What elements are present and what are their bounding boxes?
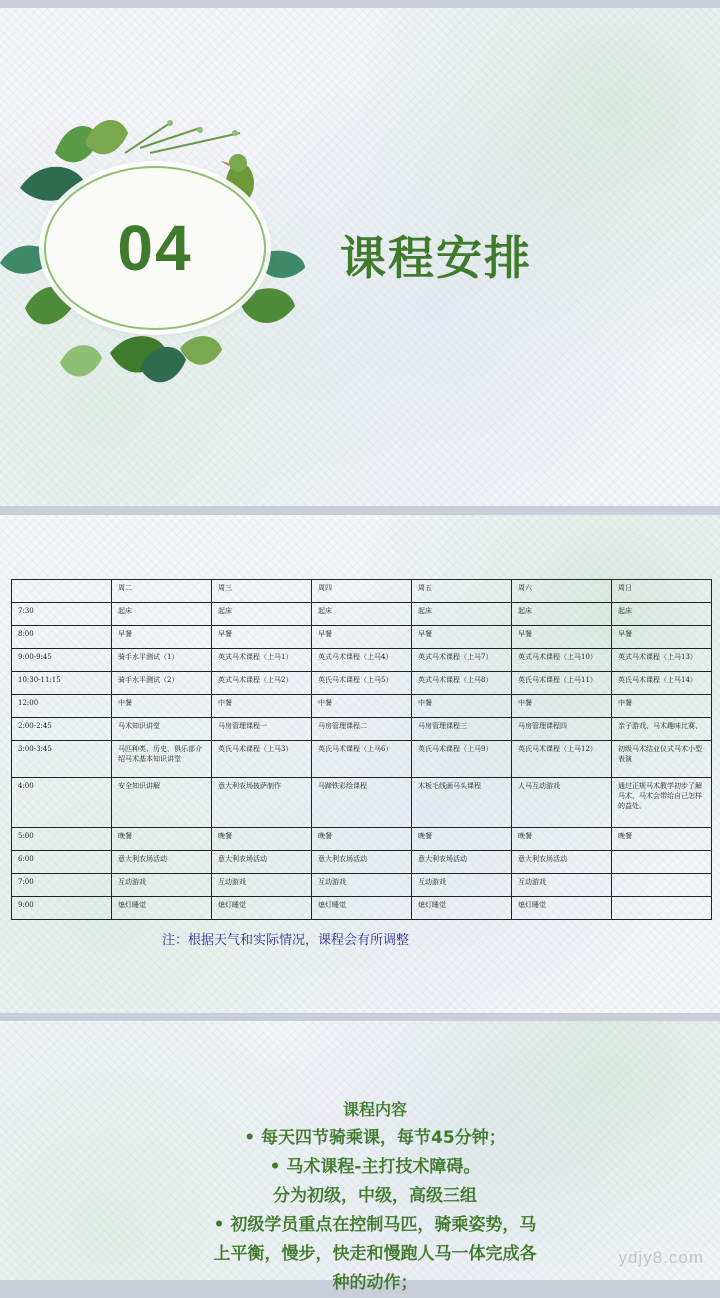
table-cell: 马术知识讲堂 bbox=[112, 718, 212, 741]
table-header-row bbox=[12, 580, 712, 603]
time-cell: 7:30 bbox=[12, 603, 112, 626]
table-row bbox=[12, 626, 712, 649]
time-cell: 2:00-2:45 bbox=[12, 718, 112, 741]
table-cell: 晚餐 bbox=[312, 828, 412, 851]
table-cell: 英式马术课程（上马10） bbox=[512, 649, 612, 672]
table-cell: 中餐 bbox=[312, 695, 412, 718]
table-cell: 周六 bbox=[512, 580, 612, 603]
table-cell: 起床 bbox=[212, 603, 312, 626]
table-cell: 英氏马术课程（上马6） bbox=[312, 741, 412, 778]
table-cell: 通过正规马术教学初步了解马术，马术会带给自己怎样的益处。 bbox=[612, 778, 712, 828]
table-cell: 起床 bbox=[112, 603, 212, 626]
table-cell: 周四 bbox=[312, 580, 412, 603]
table-cell: 马房管理课程一 bbox=[212, 718, 312, 741]
table-cell: 晚餐 bbox=[512, 828, 612, 851]
table-cell bbox=[612, 874, 712, 897]
time-cell bbox=[12, 580, 112, 603]
table-cell: 早餐 bbox=[112, 626, 212, 649]
time-cell: 5:00 bbox=[12, 828, 112, 851]
time-cell: 9:00-9:45 bbox=[12, 649, 112, 672]
time-cell: 4:00 bbox=[12, 778, 112, 828]
table-cell: 英式马术课程（上马4） bbox=[312, 649, 412, 672]
table-cell: 马房管理课程二 bbox=[312, 718, 412, 741]
table-cell: 中餐 bbox=[212, 695, 312, 718]
table-cell: 熄灯睡觉 bbox=[412, 897, 512, 920]
table-cell: 熄灯睡觉 bbox=[312, 897, 412, 920]
time-cell: 10:30-11:15 bbox=[12, 672, 112, 695]
table-cell: 起床 bbox=[412, 603, 512, 626]
table-cell: 互动游戏 bbox=[512, 874, 612, 897]
time-cell: 7:00 bbox=[12, 874, 112, 897]
table-cell: 周日 bbox=[612, 580, 712, 603]
table-cell: 意大利农场披萨制作 bbox=[212, 778, 312, 828]
table-cell: 晚餐 bbox=[412, 828, 512, 851]
table-cell: 英式马术课程（上马1） bbox=[212, 649, 312, 672]
time-cell: 6:00 bbox=[12, 851, 112, 874]
section-number: 04 bbox=[117, 212, 193, 284]
content-line: 种的动作； bbox=[332, 1273, 418, 1293]
section-number-badge bbox=[44, 166, 266, 330]
slide-section-title bbox=[0, 8, 720, 506]
table-cell: 英式马术课程（上马8） bbox=[412, 672, 512, 695]
table-cell: 英氏马术课程（上马9） bbox=[412, 741, 512, 778]
table-cell: 中餐 bbox=[512, 695, 612, 718]
table-cell: 英式马术课程（上马7） bbox=[412, 649, 512, 672]
table-cell bbox=[612, 851, 712, 874]
content-line: 分为初级，中级，高级三组 bbox=[273, 1186, 477, 1206]
table-cell: 亲子游戏、马术趣味比赛、 bbox=[612, 718, 712, 741]
table-cell: 英氏马术课程（上马11） bbox=[512, 672, 612, 695]
watermark: ydjy8.com bbox=[618, 1248, 704, 1267]
table-row bbox=[12, 672, 712, 695]
table-cell: 意大利农场活动 bbox=[412, 851, 512, 874]
table-cell: 英式马术课程（上马13） bbox=[612, 649, 712, 672]
table-cell: 英氏马术课程（上马12） bbox=[512, 741, 612, 778]
table-cell: 互动游戏 bbox=[412, 874, 512, 897]
table-cell: 安全知识讲解 bbox=[112, 778, 212, 828]
table-cell: 晚餐 bbox=[112, 828, 212, 851]
content-line: 上平衡，慢步，快走和慢跑人马一体完成各 bbox=[213, 1244, 537, 1264]
table-cell: 周五 bbox=[412, 580, 512, 603]
table-cell: 意大利农场活动 bbox=[512, 851, 612, 874]
slide-course-content bbox=[0, 1021, 720, 1293]
time-cell: 8:00 bbox=[12, 626, 112, 649]
table-cell: 早餐 bbox=[312, 626, 412, 649]
table-cell: 木板毛线画马头课程 bbox=[412, 778, 512, 828]
table-row bbox=[12, 828, 712, 851]
table-row bbox=[12, 603, 712, 626]
table-row bbox=[12, 851, 712, 874]
table-cell: 意大利农场活动 bbox=[312, 851, 412, 874]
table-cell: 晚餐 bbox=[612, 828, 712, 851]
table-cell: 起床 bbox=[512, 603, 612, 626]
content-line: • 马术课程-主打技术障碍。 bbox=[269, 1157, 481, 1177]
table-row bbox=[12, 778, 712, 828]
table-row bbox=[12, 741, 712, 778]
content-line: • 每天四节骑乘课，每节45分钟； bbox=[244, 1128, 506, 1148]
time-cell: 9:00 bbox=[12, 897, 112, 920]
table-cell: 互动游戏 bbox=[212, 874, 312, 897]
table-cell: 马匹种类、历史、俱乐部介绍马术基本知识讲堂 bbox=[112, 741, 212, 778]
table-cell: 中餐 bbox=[112, 695, 212, 718]
table-cell: 英氏马术课程（上马14） bbox=[612, 672, 712, 695]
table-cell: 早餐 bbox=[212, 626, 312, 649]
time-cell: 12:00 bbox=[12, 695, 112, 718]
course-content bbox=[190, 1095, 560, 1298]
table-cell: 起床 bbox=[312, 603, 412, 626]
table-cell: 晚餐 bbox=[212, 828, 312, 851]
table-cell: 英氏马术课程（上马3） bbox=[212, 741, 312, 778]
table-cell: 意大利农场活动 bbox=[112, 851, 212, 874]
content-line: • 初级学员重点在控制马匹，骑乘姿势，马 bbox=[213, 1215, 537, 1235]
table-row bbox=[12, 649, 712, 672]
table-cell: 骑手水平测试（1） bbox=[112, 649, 212, 672]
schedule-table bbox=[11, 579, 712, 920]
table-cell: 英式马术课程（上马2） bbox=[212, 672, 312, 695]
table-cell: 马房管理课程三 bbox=[412, 718, 512, 741]
table-cell: 初级马术结业仪式马术小型表演 bbox=[612, 741, 712, 778]
table-cell bbox=[612, 897, 712, 920]
table-cell: 早餐 bbox=[512, 626, 612, 649]
time-cell: 3:00-3:45 bbox=[12, 741, 112, 778]
table-cell: 熄灯睡觉 bbox=[212, 897, 312, 920]
content-heading: 课程内容 bbox=[342, 1100, 407, 1119]
table-cell: 英氏马术课程（上马5） bbox=[312, 672, 412, 695]
table-cell: 中餐 bbox=[612, 695, 712, 718]
table-cell: 熄灯睡觉 bbox=[112, 897, 212, 920]
table-cell: 周三 bbox=[212, 580, 312, 603]
table-cell: 中餐 bbox=[412, 695, 512, 718]
table-cell: 马房管理课程四 bbox=[512, 718, 612, 741]
table-cell: 早餐 bbox=[412, 626, 512, 649]
table-cell: 马蹄铁彩绘课程 bbox=[312, 778, 412, 828]
slide-schedule bbox=[0, 515, 720, 1013]
table-cell: 人马互动游戏 bbox=[512, 778, 612, 828]
schedule-note: 注：根据天气和实际情况，课程会有所调整 bbox=[162, 933, 410, 948]
table-cell: 互动游戏 bbox=[112, 874, 212, 897]
table-row bbox=[12, 897, 712, 920]
table-cell: 骑手水平测试（2） bbox=[112, 672, 212, 695]
section-title: 课程安排 bbox=[340, 231, 532, 285]
table-row bbox=[12, 874, 712, 897]
table-cell: 互动游戏 bbox=[312, 874, 412, 897]
table-cell: 早餐 bbox=[612, 626, 712, 649]
table-cell: 起床 bbox=[612, 603, 712, 626]
table-cell: 熄灯睡觉 bbox=[512, 897, 612, 920]
table-row bbox=[12, 718, 712, 741]
table-row bbox=[12, 695, 712, 718]
table-cell: 周二 bbox=[112, 580, 212, 603]
table-cell: 意大利农场活动 bbox=[212, 851, 312, 874]
